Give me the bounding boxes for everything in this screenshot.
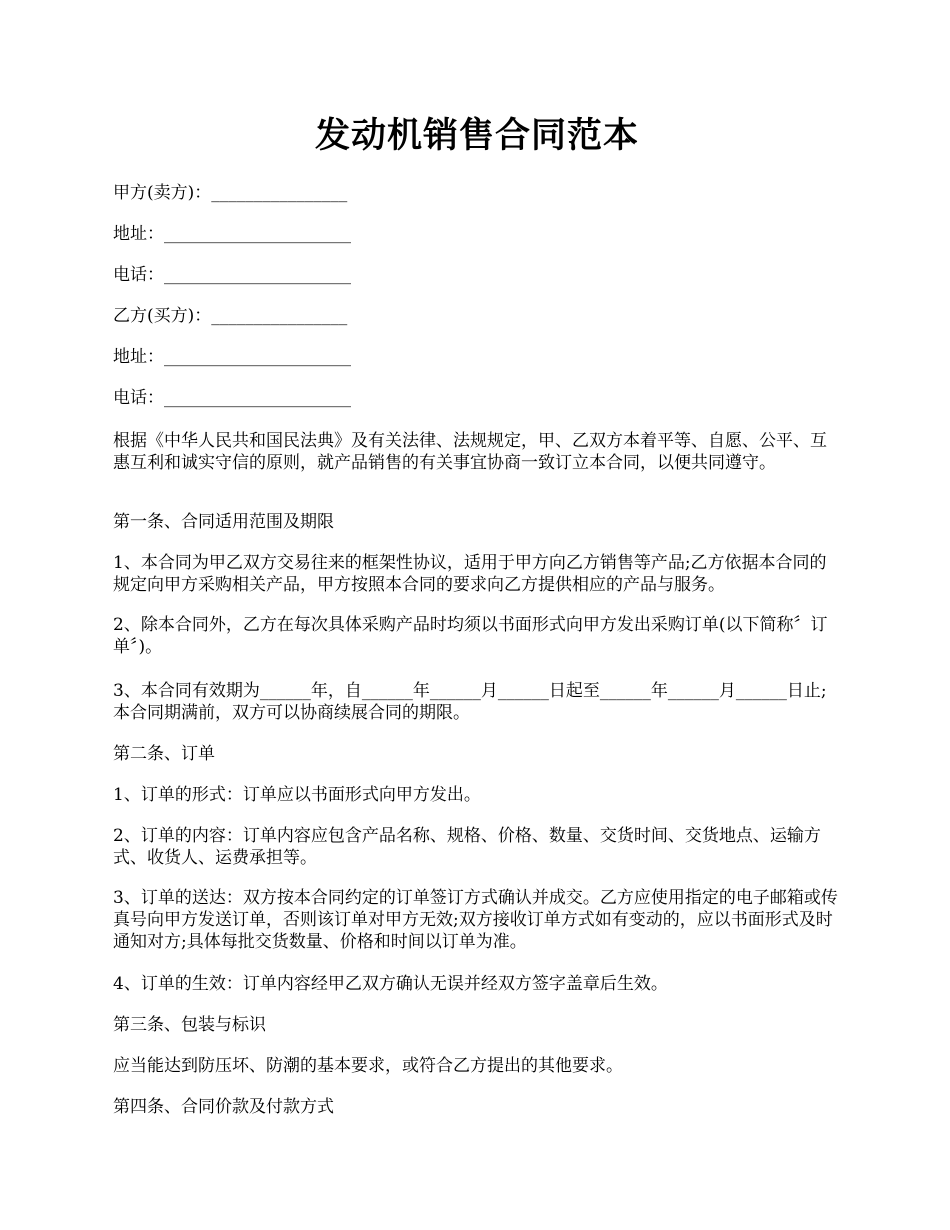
article-3-heading: 第三条、包装与标识 xyxy=(113,1015,266,1035)
buyer-address-field: 地址：______________________ xyxy=(113,347,351,367)
article-2-heading: 第二条、订单 xyxy=(113,744,215,764)
preamble-paragraph: 根据《中华人民共和国民法典》及有关法律、法规规定，甲、乙双方本着平等、自愿、公平、互惠互利和诚实守信的原则，就产品销售的有关事宜协商一致订立本合同，以便共同遵守。 xyxy=(113,431,827,473)
buyer-phone-field: 电话：______________________ xyxy=(113,388,351,408)
article-1-clause-1: 1、本合同为甲乙双方交易往来的框架性协议，适用于甲方向乙方销售等产品;乙方依据本合同的规定向甲方采购相关产品，甲方按照本合同的要求向乙方提供相应的产品与服务。 xyxy=(113,553,827,595)
buyer-name-field: 乙方(买方)：________________ xyxy=(113,306,348,326)
seller-name-field: 甲方(卖方)：________________ xyxy=(113,183,348,203)
article-1-clause-3: 3、本合同有效期为______年，自______年______月______日起至______年______月______日止;本合同期满前，双方可以协商续展合同的期限。 xyxy=(113,681,827,723)
article-2-clause-3: 3、订单的送达：双方按本合同约定的订单签订方式确认并成交。乙方应使用指定的电子邮箱或传真号向甲方发送订单，否则该订单对甲方无效;双方接收订单方式如有变动的，应以书面形式及时通知对方;具体每批交货数量、价格和时间以订单为准。 xyxy=(113,888,838,952)
seller-address-field: 地址：______________________ xyxy=(113,224,351,244)
article-1-heading: 第一条、合同适用范围及期限 xyxy=(113,512,334,532)
article-2-clause-1: 1、订单的形式：订单应以书面形式向甲方发出。 xyxy=(113,785,481,805)
document-title: 发动机销售合同范本 xyxy=(314,115,639,156)
seller-phone-field: 电话：______________________ xyxy=(113,265,351,285)
article-2-clause-2: 2、订单的内容：订单内容应包含产品名称、规格、价格、数量、交货时间、交货地点、运输方式、收货人、运费承担等。 xyxy=(113,826,821,868)
article-1-clause-2: 2、除本合同外，乙方在每次具体采购产品时均须以书面形式向甲方发出采购订单(以下简称〞订单〞)。 xyxy=(113,615,828,657)
article-3-body: 应当能达到防压坏、防潮的基本要求，或符合乙方提出的其他要求。 xyxy=(113,1056,623,1076)
article-2-clause-4: 4、订单的生效：订单内容经甲乙双方确认无误并经双方签字盖章后生效。 xyxy=(113,974,668,994)
article-4-heading: 第四条、合同价款及付款方式 xyxy=(113,1097,334,1117)
